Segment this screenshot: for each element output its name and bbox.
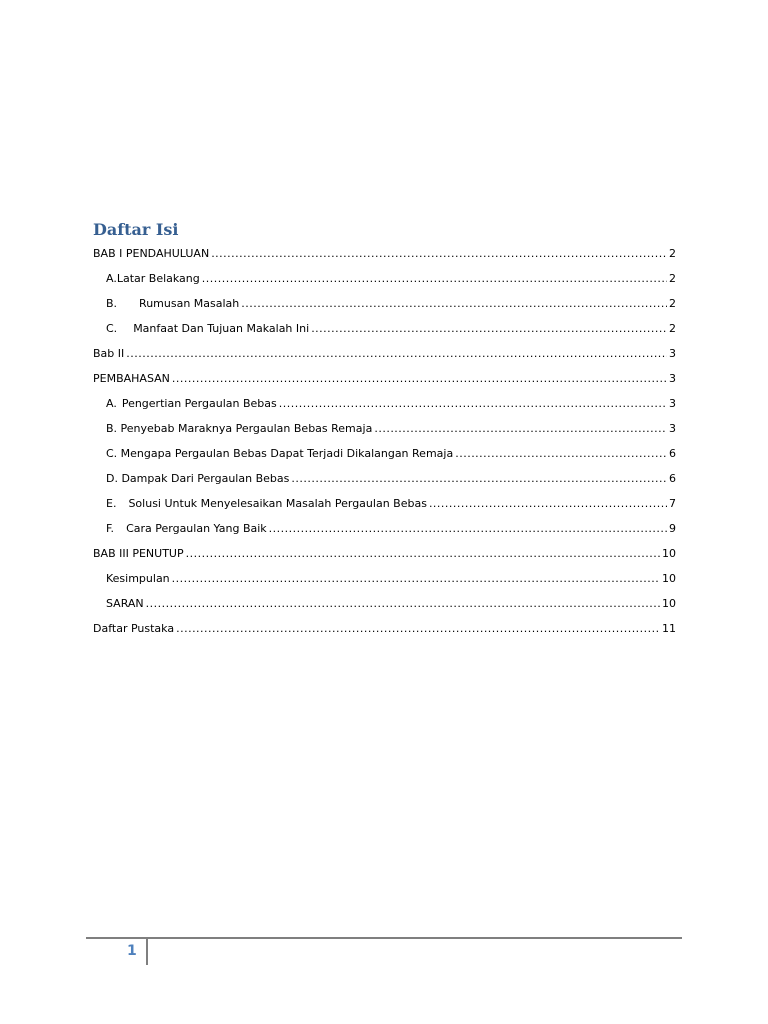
toc-entry-label: Rumusan Masalah xyxy=(139,297,240,310)
toc-entry-label: Manfaat Dan Tujuan Makalah Ini xyxy=(133,322,310,335)
toc-entry-page: 6 xyxy=(669,447,676,460)
toc-entry-label: BAB III PENUTUP xyxy=(93,547,184,560)
toc-entry-label-group xyxy=(106,391,277,416)
dot-leader xyxy=(126,341,667,366)
toc-entry-page: 3 xyxy=(669,422,676,435)
toc-entry-daftar-pustaka[interactable] xyxy=(93,616,676,641)
toc-entry-dampak[interactable] xyxy=(93,466,676,491)
toc-entry-label: Pengertian Pergaulan Bebas xyxy=(121,397,277,410)
dot-leader xyxy=(172,366,667,391)
toc-entry-page: 9 xyxy=(669,522,676,535)
dot-leader xyxy=(279,391,667,416)
dot-leader xyxy=(429,491,667,516)
toc-entry-page: 11 xyxy=(662,622,676,635)
toc-entry-page: 2 xyxy=(669,247,676,260)
footer-divider xyxy=(146,939,148,965)
toc-entry-manfaat-tujuan[interactable] xyxy=(93,316,676,341)
toc-entry-label-group xyxy=(106,291,239,316)
toc-entry-mengapa[interactable] xyxy=(93,441,676,466)
toc-entry-penyebab[interactable] xyxy=(93,416,676,441)
dot-leader xyxy=(176,616,660,641)
toc-entry-number: B. xyxy=(106,297,118,310)
toc-entry-saran[interactable] xyxy=(93,591,676,616)
toc-entry-pengertian[interactable] xyxy=(93,391,676,416)
toc-entry-bab-2[interactable] xyxy=(93,341,676,366)
toc-entry-bab-1[interactable] xyxy=(93,241,676,266)
toc-entry-latar-belakang[interactable] xyxy=(93,266,676,291)
toc-entry-page: 10 xyxy=(662,572,676,585)
toc-entry-solusi[interactable] xyxy=(93,491,676,516)
page-number: 1 xyxy=(127,943,137,959)
dot-leader xyxy=(374,416,667,441)
toc-entry-page: 3 xyxy=(669,347,676,360)
toc-entry-label-group xyxy=(106,316,309,341)
toc-title: Daftar Isi xyxy=(93,220,179,239)
dot-leader xyxy=(311,316,667,341)
toc-entry-label: D. Dampak Dari Pergaulan Bebas xyxy=(106,472,290,485)
toc-entry-page: 10 xyxy=(662,547,676,560)
toc-entry-label: Daftar Pustaka xyxy=(93,622,175,635)
toc-entry-label: Solusi Untuk Menyelesaikan Masalah Pergaulan Bebas xyxy=(128,497,427,510)
dot-leader xyxy=(455,441,667,466)
dot-leader xyxy=(291,466,667,491)
toc-entry-label: Cara Pergaulan Yang Baik xyxy=(126,522,267,535)
dot-leader xyxy=(146,591,660,616)
table-of-contents xyxy=(93,241,676,641)
toc-entry-number: F. xyxy=(106,522,115,535)
dot-leader xyxy=(211,241,667,266)
dot-leader xyxy=(172,566,660,591)
toc-entry-page: 6 xyxy=(669,472,676,485)
toc-entry-bab-3[interactable] xyxy=(93,541,676,566)
toc-entry-page: 3 xyxy=(669,372,676,385)
dot-leader xyxy=(269,516,667,541)
toc-entry-label: SARAN xyxy=(106,597,144,610)
toc-entry-pembahasan[interactable] xyxy=(93,366,676,391)
toc-entry-number: E. xyxy=(106,497,117,510)
toc-entry-label: B. Penyebab Maraknya Pergaulan Bebas Remaja xyxy=(106,422,373,435)
toc-entry-label: A.Latar Belakang xyxy=(106,272,200,285)
toc-entry-cara-pergaulan[interactable] xyxy=(93,516,676,541)
toc-entry-label-group xyxy=(106,516,267,541)
toc-entry-label: Bab II xyxy=(93,347,125,360)
footer-rule xyxy=(86,937,682,939)
toc-entry-page: 2 xyxy=(669,297,676,310)
toc-entry-page: 2 xyxy=(669,272,676,285)
toc-entry-number: C. xyxy=(106,322,118,335)
toc-entry-label: C. Mengapa Pergaulan Bebas Dapat Terjadi Dikalangan Remaja xyxy=(106,447,454,460)
toc-entry-kesimpulan[interactable] xyxy=(93,566,676,591)
dot-leader xyxy=(186,541,660,566)
toc-entry-page: 10 xyxy=(662,597,676,610)
dot-leader xyxy=(241,291,667,316)
toc-entry-label-group xyxy=(106,491,427,516)
toc-entry-page: 2 xyxy=(669,322,676,335)
toc-entry-page: 3 xyxy=(669,397,676,410)
toc-entry-label: Kesimpulan xyxy=(106,572,170,585)
toc-entry-label: PEMBAHASAN xyxy=(93,372,170,385)
toc-entry-page: 7 xyxy=(669,497,676,510)
toc-entry-rumusan-masalah[interactable] xyxy=(93,291,676,316)
toc-entry-label: BAB I PENDAHULUAN xyxy=(93,247,210,260)
dot-leader xyxy=(202,266,667,291)
toc-entry-number: A. xyxy=(106,397,117,410)
